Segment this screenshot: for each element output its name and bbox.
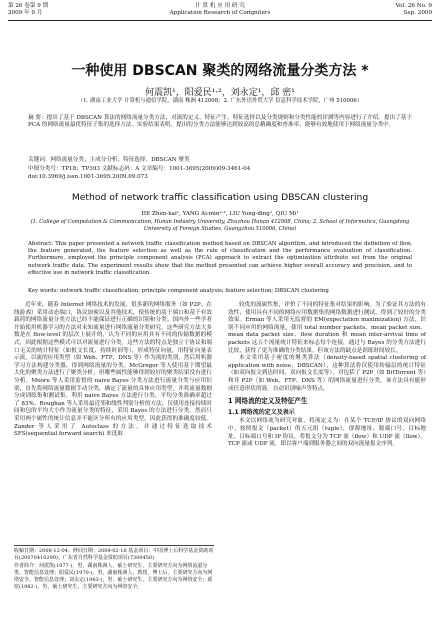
body-paragraph: 本文以网络流为研究对象，将流定义为：在某个 TCP/IP 协议的双向网络中，按照报文（packet）的五元组（tuple），即源地址、源端口号、目标地址、目标端口号和 IP 协议，将报文分为 TCP 流（flow）和 UDP 流（flow）。TCP 流或 UDP 流，即以客户端到服务器之间的双向流量报文序列。: [228, 418, 426, 448]
body-paragraph: 近年来，随着 Internet 网络技术的发展，很多新的网络服务（如 P2P、在线游戏）采用动态端口，协议加密以及其他技术，使传统的基于端口和基于有效载荷的网络流量分类方法已经不能保证进行正确的识别和分类。国内外一些学者开始使用机器学习的方法对未知流量进行网络流量分类研究。这些研究方法大多数是在 flow-level 的层次上展开的，认为不同的应用具有不同的传输数据的模式，因此根据这些模式可以对流量进行分类。这些方法的特点是独立于协议和端口无关的统计特征（如报文长度、持续时间等），形成特征向量，用特征向量表示流，以流的应用类型（如 Web、FTP、DNS 等）作为流的类别，然后用机器学习方法构建分类器，得到网络流量的分类。McGregor 等人使用基于期望最大化的聚类方法进行了聚类分析，但哪些属性能够得到较好的聚类结果没有进行分析。Moore 等人采用监督的 naive Bayes 分类方法进行流量分类与应用识别，首先将网络流量数据手动分类，确定了流量的具体应用类型，并将流量数据分成训练集和测试集。利用 naive Bayes 方法进行分类，平均分类准确率超过了 83%。Roughan 等人采用最近邻和线性判别分析的方法，仅使用连接持续时间和包的平均大小作为流量分类的特征，采用 Bayes 的方法进行分类，然而只采用两个属性的统计信息并不能区分所有的应用类型，因此获得的准确度较低。Zander 等人采用了 Autoclass 的方法，并通过特征选取技术 SFS(sequential forward search) 来选取: [14, 302, 212, 438]
header-rule: [8, 20, 432, 21]
body-paragraph: 本文采用基于密度的聚类算法（density-based spatial clustering of application with noise，DBSCAN），这种算法将仅使用传输层的统计特征（如双向报文到达时间、双向报文长度等），对包括了 P2P（如 BitTorrent 等）和非 P2P（如 Web、FTP、DNS 等）的网络流量进行分类。该方法具有能形成任意形状的簇，自动识别噪声等特点。: [228, 355, 426, 392]
body-paragraph: 较优的流属性集，评价了不同的特征集对结果的影响。为了验证其方法的有效性，使用具有不同的网络应用数据集的网络数据进行测试，得到了较好的分类效果。Erman 等人采用无监督的 EM(expectation maximization) 方法，识别不同应用的网络流量，使用 total number packets、mean packet size、mean data packet size、flow duration 和 mean inter-arrival time of packets 这五个流量统计特征来标志每个连接，通过与 Bayes 的分类方法进行比较，获得了更为准确的分类结果。但该方法的缺点是训练时间较长。: [228, 302, 426, 354]
volume-date: Sep. 2009: [403, 10, 432, 16]
footnote-received: 收稿日期：2008-12-04；修回日期：2009-02-16 基金项目：中国博士后科学基金资助项目(20070410299)；广东省自然科学基金资助项目(7300450): [14, 548, 214, 561]
left-column: [14, 302, 212, 439]
subsection-heading: 1.1 网络流的定义及表示: [228, 408, 295, 416]
issue-number: 第 26 卷第 9 期: [8, 3, 49, 9]
doi: doi:10.3969/j.issn.1001-3695.2009.09.073: [28, 174, 148, 180]
footnote-authors: 作者简介：何震凯(1977-)，男，湖南株洲人，硕士研究生，主要研究方向为网络流量分类、智能信息处理；阳爱民(1970-)，男，湖南株洲人，教授，博士后，主要研究方向为网络安全、智能信息处理；刘永定(1983-)，男，硕士研究生，主要研究方向为网络安全；邱密(1982-)，男，硕士研究生，主要研究方向为网络安全。: [14, 563, 213, 590]
issue-date: 2009 年 9 月: [8, 10, 43, 16]
affiliation-en: (1. College of Computation & Communication, Hunan Industry University, Zhuzhou Hunan 412008, China; 2. School of Informatics, Guangdong University of Foreign Studies, Guangzhou 510006, China): [30, 219, 410, 232]
abstract-cn: 摘 要：提出了基于 DBSCAN 算法的网络流量分类方法，对流的定义、特征产生、特征选择以及分类规则和分类性能的评测等内容进行了介绍。提出了基于 PCA 的网络流量最优特征子集的选择方法。实验结果表明，提出的分类方法能够达到较高的总精确度和查准率，能够有效地使用于网络流量分类中。: [28, 115, 412, 129]
volume-number: Vol. 26 No. 9: [395, 3, 432, 9]
journal-volume: [396, 3, 432, 17]
abstract-en: Abstract: This paper presented a network traffic classification method based on DBSCAN algorithm, and introduced the definition of flow, the feature generated, the feature selection as well as the rule of classification and the performance evaluation of classification. Furthermore, employed the principle component analysis (PCA) approach to extract the optimization attribute set from the original network traffic data. The experiment results show that the method presented can achieve higher overall accuracy and precision, and to effective use in network traffic classification.: [28, 241, 412, 276]
journal-name-cn: 计 算 机 应 用 研 究: [195, 3, 245, 9]
affiliation: （1. 湖南工业大学 计算机与通信学院，湖南 株洲 412008；2. 广东外语外贸大学 信息科学技术学院，广州 510006）: [77, 98, 363, 104]
right-column: [228, 302, 426, 449]
journal-name-en: Application Research of Computers: [169, 10, 271, 16]
journal-name: [8, 3, 432, 17]
keywords-en: Key words: network traffic classification; principle component analysis; feature selection; DBSCAN clustering: [28, 288, 329, 294]
paper-title: 一种使用 DBSCAN 聚类的网络流量分类方法 *: [71, 63, 369, 79]
section-heading: 1 网络流的定义及特征产生: [228, 397, 308, 406]
footnotes: [14, 545, 214, 592]
page-header: [8, 3, 432, 25]
keywords-cn: 关键词：网络流量分类；主成分分析；特征选择；DBSCAN 聚类: [28, 157, 190, 163]
author-list-en: HE Zhen-kai¹, YANG Ai-min¹·², LIU Yong-ding¹, QIU Mi¹: [141, 211, 299, 217]
classification: 中图分类号：TP18；TP393 文献标志码：A 文章编号：1001-3695(2009)09-3461-04: [28, 166, 251, 172]
paper-title-en: Method of network traffic classification using DBSCAN clustering: [71, 192, 369, 203]
author-list: 何震凯¹，阳爱民¹·²，刘永定¹，邱 密¹: [145, 88, 295, 98]
